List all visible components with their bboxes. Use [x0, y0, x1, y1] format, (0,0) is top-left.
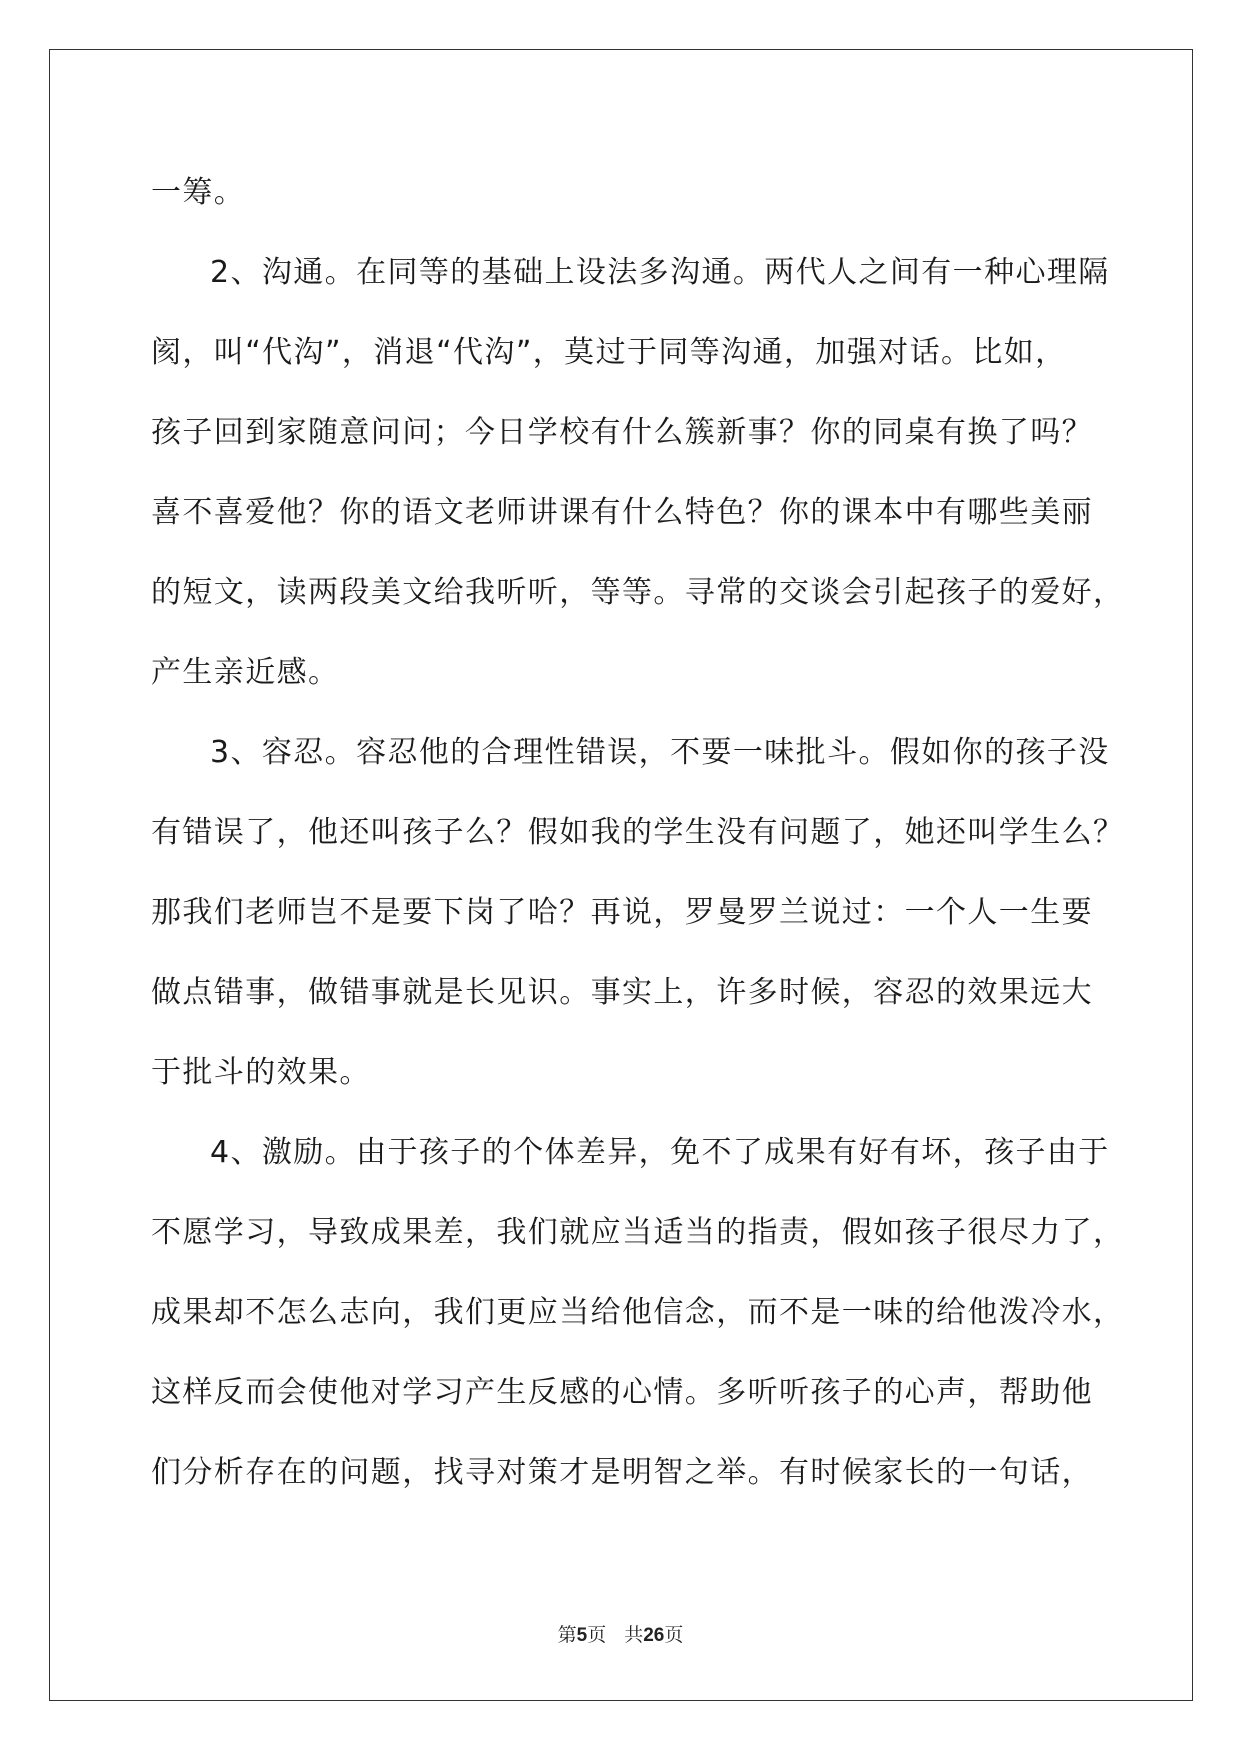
paragraph-start-line: 2、沟通。在同等的基础上设法多沟通。两代人之间有一种心理隔	[210, 255, 1110, 290]
body-line: 于批斗的效果。	[151, 1055, 371, 1090]
body-line: 这样反而会使他对学习产生反感的心情。多听听孩子的心声，帮助他	[151, 1375, 1093, 1410]
paragraph-start-line: 4、激励。由于孩子的个体差异，免不了成果有好有坏，孩子由于	[210, 1135, 1110, 1170]
body-line: 的短文，读两段美文给我听听，等等。寻常的交谈会引起孩子的爱好，	[151, 575, 1125, 610]
body-line: 那我们老师岂不是要下岗了哈？再说，罗曼罗兰说过：一个人一生要	[151, 895, 1093, 930]
body-line: 喜不喜爱他？你的语文老师讲课有什么特色？你的课本中有哪些美丽	[151, 495, 1093, 530]
page-suffix: 页	[587, 1624, 607, 1646]
total-suffix: 页	[664, 1624, 684, 1646]
body-line: 不愿学习，导致成果差，我们就应当适当的指责，假如孩子很尽力了，	[151, 1215, 1125, 1250]
page-footer	[0, 1623, 1241, 1648]
current-page-number: 5	[576, 1625, 588, 1646]
body-line: 一筹。	[151, 175, 246, 210]
body-line: 们分析存在的问题，找寻对策才是明智之举。有时候家长的一句话，	[151, 1455, 1093, 1490]
body-line: 产生亲近感。	[151, 655, 340, 690]
body-line: 有错误了，他还叫孩子么？假如我的学生没有问题了，她还叫学生么？	[151, 815, 1125, 850]
body-line: 成果却不怎么志向，我们更应当给他信念，而不是一味的给他泼冷水，	[151, 1295, 1125, 1330]
body-line: 做点错事，做错事就是长见识。事实上，许多时候，容忍的效果远大	[151, 975, 1093, 1010]
total-page-number: 26	[643, 1625, 665, 1646]
total-prefix: 共	[624, 1624, 644, 1646]
body-line: 孩子回到家随意问问；今日学校有什么簇新事？你的同桌有换了吗？	[151, 415, 1093, 450]
paragraph-start-line: 3、容忍。容忍他的合理性错误，不要一味批斗。假如你的孩子没	[210, 735, 1110, 770]
page-prefix: 第	[557, 1624, 577, 1646]
body-line: 阂，叫“代沟”，消退“代沟”，莫过于同等沟通，加强对话。比如，	[151, 335, 1067, 370]
